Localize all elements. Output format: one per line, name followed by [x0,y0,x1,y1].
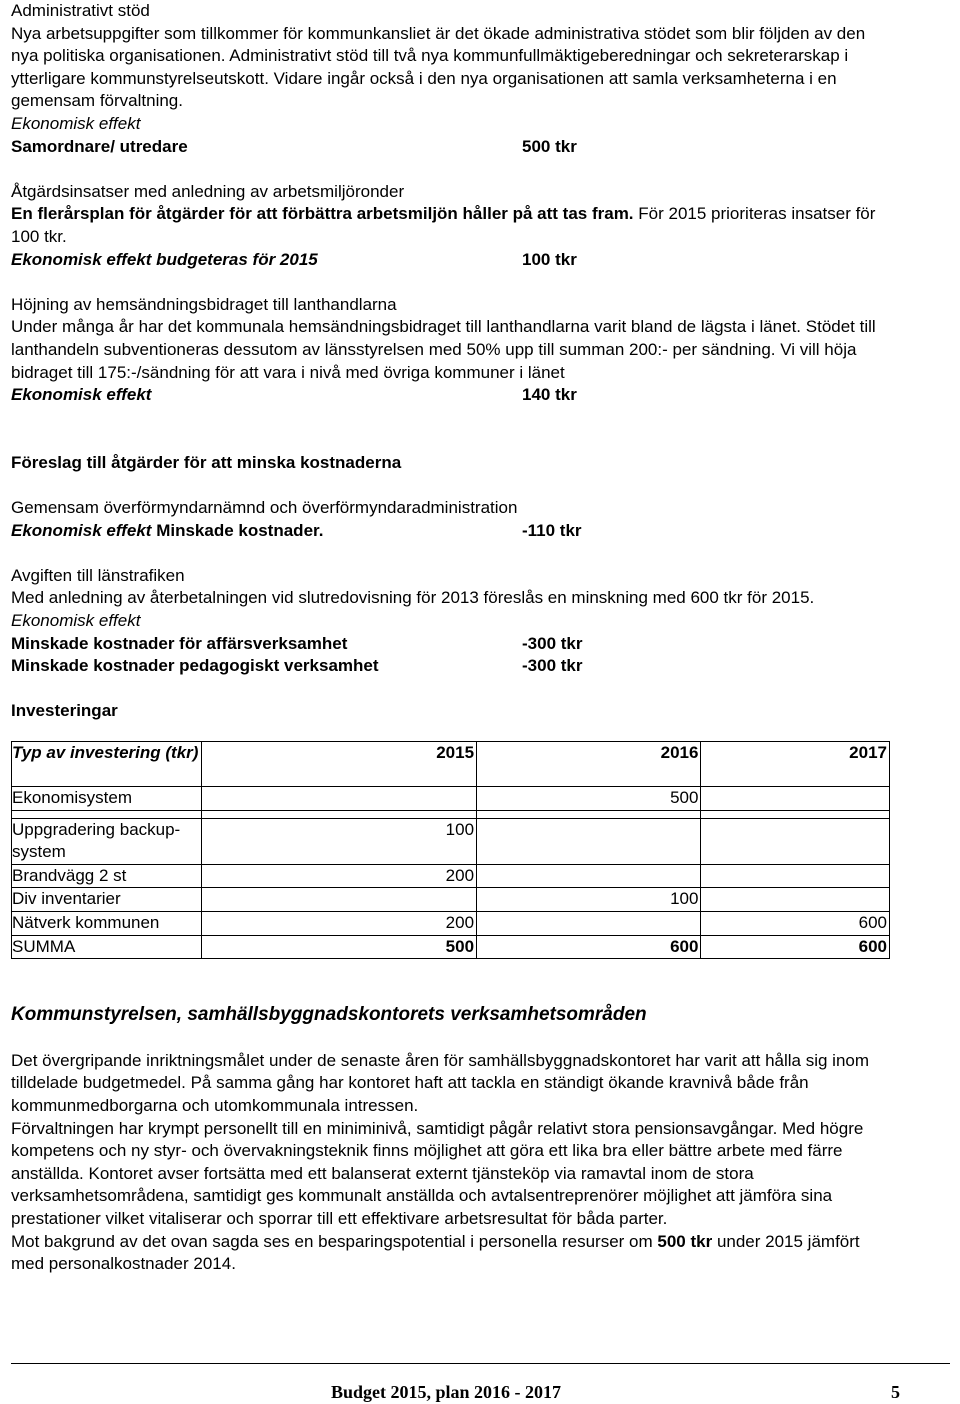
subsection-heading: Avgiften till länstrafiken [11,565,185,585]
footer-title: Budget 2015, plan 2016 - 2017 [331,1382,562,1402]
body-bold-text: En flerårsplan för åtgärder för att förbättra arbetsmiljön håller på att tas fram. [11,204,634,224]
table-header-row [12,742,890,787]
effect-item-value: -300 tkr [522,633,583,653]
table-row [12,818,890,864]
section-body [11,203,891,248]
row-label: SUMMA [12,935,202,959]
cell-2015 [201,787,476,811]
cell-2016: 100 [477,888,701,912]
effect-item-value: 500 tkr [522,136,577,156]
effect-item-label: Minskade kostnader pedagogiskt verksamhet [11,656,379,676]
investment-table [11,741,890,959]
section-body: Med anledning av återbetalningen vid slutredovisning för 2013 föreslås en minskning med 600 tkr för 2015. [11,588,815,608]
table-header-year: 2016 [477,742,701,787]
table-row [12,787,890,811]
section-body: Nya arbetsuppgifter som tillkommer för kommunkansliet är det ökade administrativa stödet som blir följden av den nya politiska organisationen. Administrativt stöd till två nya kommunfullmäktigeberedningar och sekreterarskap i ytterligare kommunstyrelseutskott. Vidare ingår också i den nya organisationen att samla verksamheterna i en gemensam förvaltning. [11,23,866,111]
effect-label: Ekonomisk effekt [11,385,152,405]
table-header-year: 2017 [701,742,890,787]
effect-item-label: Minskade kostnader. [151,520,324,540]
cell-2015: 500 [201,935,476,959]
row-label: Nätverk kommunen [12,911,202,935]
effect-row [11,384,941,407]
cell-2017 [701,818,890,864]
footer-divider [11,1363,950,1364]
document-page [11,0,941,1276]
table-spacer-row [12,810,890,818]
cell-2015: 200 [201,911,476,935]
effect-value: 140 tkr [522,385,577,405]
cell-2017: 600 [701,935,890,959]
section-heading-administrativt-stod: Administrativt stöd [11,1,150,20]
section-body: Under många år har det kommunala hemsändningsbidraget till lanthandlarna varit bland de lägsta i länet. Stödet till lanthandeln subventioneras dessutom av länsstyrelsen med 50% upp till summan 200:- per sändning. Vi vill höja bidraget till 175:-/sändning för att vara i nivå med övriga kommuner i länet [11,317,876,382]
cell-2015: 200 [201,864,476,888]
effect-row [11,520,941,543]
table-row [12,888,890,912]
row-label: Brandvägg 2 st [12,864,202,888]
paragraph-text: Mot bakgrund av det ovan sagda ses en besparingspotential i personella resurser om [11,1231,658,1251]
cell-2017 [701,888,890,912]
effect-row [11,633,941,656]
effect-value: -110 tkr [522,520,582,540]
effect-label: Ekonomisk effekt [11,611,141,631]
section-heading-hemsandningsbidraget: Höjning av hemsändningsbidraget till lanthandlarna [11,294,397,314]
effect-item-label: Minskade kostnader för affärsverksamhet [11,633,348,653]
cell-2016: 500 [477,787,701,811]
section-heading-investeringar: Investeringar [11,701,118,721]
cell-2015: 100 [201,818,476,864]
effect-row [11,655,941,678]
cell-2017: 600 [701,911,890,935]
cell-2017 [701,864,890,888]
subsection-heading: Gemensam överförmyndarnämnd och överförmyndaradministration [11,498,518,518]
effect-label: Ekonomisk effekt [11,520,152,540]
page-number: 5 [891,1382,900,1402]
table-header-label: Typ av investering (tkr) [12,742,202,787]
table-row [12,911,890,935]
section-heading-forslag: Föreslag till åtgärder för att minska kostnaderna [11,452,402,472]
effect-label: Ekonomisk effekt budgeteras för 2015 [11,249,318,269]
paragraph-bold-text: 500 tkr [657,1231,713,1251]
paragraph-text: under 2015 jämfört med personalkostnader 2014. [11,1231,860,1274]
row-label: Div inventarier [12,888,202,912]
section-paragraph [11,1231,891,1276]
table-sum-row [12,935,890,959]
table-row [12,864,890,888]
row-label: Uppgradering backup-system [12,818,202,864]
effect-item-label: Samordnare/ utredare [11,136,188,156]
effect-row [11,249,941,272]
cell-2016 [477,911,701,935]
section-paragraph: Det övergripande inriktningsmålet under de senaste åren för samhällsbyggnadskontoret har varit att hålla sig inom tilldelade budgetmedel. På samma gång har kontoret haft att tackla en ständigt ökande kravnivå både från kommunmedborgarna och utomkommunala intressen. [11,1050,870,1115]
section-heading-atgardsinsatser: Åtgärdsinsatser med anledning av arbetsmiljöronder [11,181,405,201]
row-label: Ekonomisystem [12,787,202,811]
section-heading-kommunstyrelsen: Kommunstyrelsen, samhällsbyggnadskontorets verksamhetsområden [11,1004,647,1026]
effect-row [11,136,941,159]
body-text: För 2015 prioriteras insatser för 100 tkr. [11,204,876,246]
cell-2015 [201,888,476,912]
cell-2016: 600 [477,935,701,959]
cell-2016 [477,864,701,888]
effect-value: 100 tkr [522,249,577,269]
table-header-year: 2015 [201,742,476,787]
section-paragraph: Förvaltningen har krympt personellt till en miniminivå, samtidigt pågår relativt stora pensionsavgångar. Med högre kompetens och ny styr- och övervakningsteknik finns möjlighet att göra ett lika bra eller bättre arbete med färre anställda. Kontoret avser fortsätta med ett balanserat externt tjänsteköp via ramavtal inom de stora verksamhetsområdena, samtidigt ges kommunalt anställda och avtalsentreprenörer möjlighet att jämföra sina prestationer vilket vitaliserar och sporrar till ett effektivare arbetsresultat för båda parter. [11,1118,864,1228]
effect-item-value: -300 tkr [522,656,583,676]
cell-2017 [701,787,890,811]
cell-2016 [477,818,701,864]
effect-label: Ekonomisk effekt [11,113,141,133]
